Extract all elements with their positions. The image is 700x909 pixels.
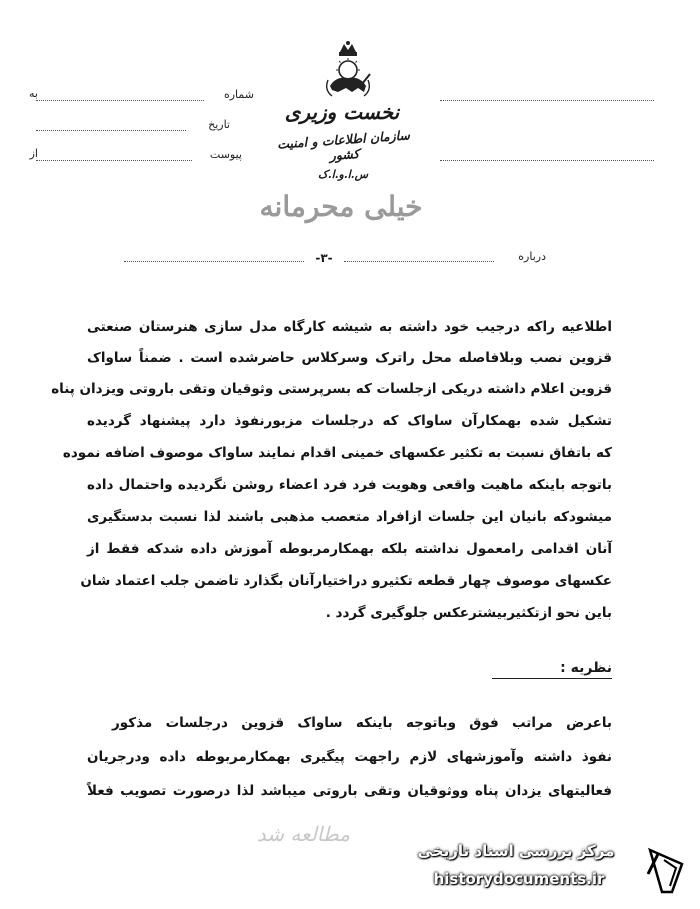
field-to-line — [440, 100, 654, 101]
body-line: آنان اقدامی رامعمول نداشته بلکه بهمکارمربوطه آموزش داده شدکه فقط از — [87, 541, 612, 557]
field-date-line — [36, 130, 186, 131]
classification-stamp: خیلی محرمانه — [259, 190, 423, 223]
field-to-label: به — [29, 87, 38, 100]
faint-handwritten-stamp: مطالعه شد — [256, 822, 350, 846]
body-line: باین نحو ازتکثیربیشترعکس جلوگیری گردد . — [325, 605, 612, 621]
field-attachment-line — [36, 160, 192, 161]
body-line: قزوین اعلام داشته دریکی ازجلسات که بسرپرستی وثوقیان وتقی باروتی ویزدان پناه — [51, 381, 612, 397]
body-line: باتوجه باینکه ماهیت واقعی وهویت فرد فرد اعضاء روشن نگردیده واحتمال داده — [87, 477, 612, 493]
body-line: قزوین نصب وبلافاصله محل راترک وسرکلاس حاضرشده است . ضمناً ساواک — [87, 350, 612, 366]
opinion-heading: نظریه : — [492, 660, 612, 679]
body-line: اطلاعیه راکه درجیب خود داشته به شیشه کارگاه مدل سازی هنرستان صنعتی — [87, 319, 612, 335]
regarding-label: درباره — [518, 250, 546, 263]
watermark-block — [404, 842, 694, 904]
opinion-line: باعرض مراتب فوق وباتوجه باینکه ساواک قزوین درجلسات مذکور — [112, 715, 612, 731]
watermark-title: مرکز بررسی اسناد تاریخی — [417, 842, 615, 860]
field-attachment-label: پیوست — [209, 148, 242, 161]
field-number-label: شماره — [223, 88, 254, 101]
field-from-label: از — [29, 147, 38, 160]
regarding-line-left — [124, 261, 304, 262]
opinion-line: نفوذ داشته وآموزشهای لازم راجهت پیگیری بهمکارمربوطه داده ودرجریان — [87, 749, 612, 765]
regarding-line-right — [344, 261, 494, 262]
watermark-url: historydocuments.ir — [433, 870, 605, 888]
body-line: عکسهای موصوف چهار قطعه تکثیرو دراختیارآنان بگذارد تاضمن جلب اعتماد شان — [80, 573, 612, 589]
page-number: -۳- — [315, 251, 333, 265]
field-number-line — [36, 100, 204, 101]
org-acronym: س.ا.و.ا.ک — [317, 168, 368, 181]
org-subtitle: سازمان اطلاعات و امنیت کشور — [276, 127, 411, 163]
field-date-label: تاریخ — [208, 118, 230, 131]
body-line: تشکیل شده بهمکارآن ساواک که درجلسات مزبورنفوذ دارد پیشنهاد گردیده — [87, 413, 612, 429]
pen-nib-logo-icon — [642, 846, 690, 896]
body-line: که باتفاق نسبت به تکثیر عکسهای خمینی اقدام نمایند ساواک موصوف اضافه نموده — [62, 445, 612, 461]
body-line: میشودکه بانیان این جلسات ازافراد متعصب مذهبی باشند لذا نسبت بدستگیری — [87, 509, 612, 525]
opinion-line: فعالیتهای یزدان پناه ووثوقیان وتقی باروتی میباشد لذا درصورت تصویب فعلاً — [87, 783, 612, 799]
org-title: نخست وزیری — [284, 100, 400, 124]
lion-and-sun-crown-emblem-icon — [322, 40, 374, 100]
field-from-line — [440, 160, 654, 161]
